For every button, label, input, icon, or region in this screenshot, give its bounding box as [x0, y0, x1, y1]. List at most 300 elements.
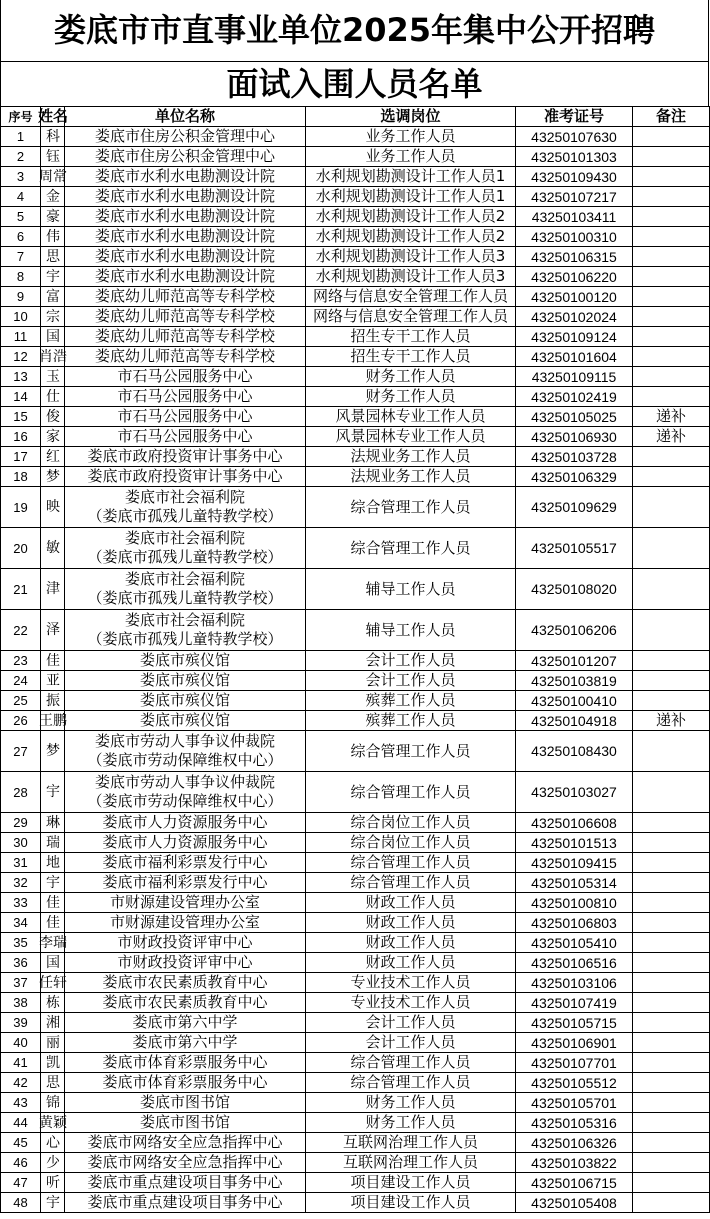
- table-row: [1, 327, 710, 347]
- candidate-name-text: 豪: [46, 208, 60, 225]
- remark: [633, 187, 710, 207]
- position-name: 综合管理工作人员: [306, 1073, 516, 1093]
- candidate-name-text: 地: [46, 854, 60, 871]
- document-title-line2: 面试入围人员名单: [0, 62, 709, 106]
- unit-name-line: 娄底市社会福利院: [124, 611, 245, 629]
- position-name: 项目建设工作人员: [306, 1193, 516, 1213]
- unit-name: [65, 772, 306, 813]
- exam-id: 43250109629: [516, 487, 633, 528]
- table-row: [1, 407, 710, 427]
- table-row: [1, 487, 710, 528]
- position-name: 财务工作人员: [306, 367, 516, 387]
- remark: [633, 691, 710, 711]
- position-name: 财政工作人员: [306, 913, 516, 933]
- row-number: 39: [1, 1013, 41, 1033]
- exam-id: 43250101604: [516, 347, 633, 367]
- remark: [633, 207, 710, 227]
- unit-name: 市财政投资评审中心: [65, 933, 306, 953]
- row-number: 36: [1, 953, 41, 973]
- table-row: [1, 1193, 710, 1213]
- candidate-name: [41, 327, 65, 347]
- unit-name: 娄底市政府投资审计事务中心: [65, 467, 306, 487]
- table-row: [1, 671, 710, 691]
- exam-id: 43250105316: [516, 1113, 633, 1133]
- table-row: [1, 387, 710, 407]
- exam-id: 43250106930: [516, 427, 633, 447]
- candidate-name-text: 敏: [46, 540, 60, 556]
- unit-name: [65, 731, 306, 772]
- unit-name: 娄底市体育彩票服务中心: [65, 1073, 306, 1093]
- remark: [633, 347, 710, 367]
- candidate-name: [41, 893, 65, 913]
- position-name: 专业技术工作人员: [306, 973, 516, 993]
- candidate-name: [41, 427, 65, 447]
- unit-name: 娄底市人力资源服务中心: [65, 813, 306, 833]
- candidate-name: [41, 447, 65, 467]
- remark: [633, 467, 710, 487]
- position-name: 会计工作人员: [306, 1013, 516, 1033]
- table-row: [1, 933, 710, 953]
- unit-name-line: （娄底市劳动保障维权中心）: [87, 792, 283, 810]
- unit-name: [65, 569, 306, 610]
- position-name: 综合岗位工作人员: [306, 813, 516, 833]
- exam-id: 43250109124: [516, 327, 633, 347]
- unit-name: 市石马公园服务中心: [65, 427, 306, 447]
- table-row: [1, 427, 710, 447]
- row-number: 19: [1, 487, 41, 528]
- candidate-name: [41, 1073, 65, 1093]
- remark: [633, 487, 710, 528]
- position-name: 水利规划勘测设计工作人员2: [306, 227, 516, 247]
- unit-name-line: （娄底市孤残儿童特教学校）: [87, 548, 283, 566]
- candidate-name-text: 少: [46, 1154, 60, 1171]
- position-name: 财务工作人员: [306, 387, 516, 407]
- unit-name: 娄底市图书馆: [65, 1093, 306, 1113]
- candidate-name: [41, 307, 65, 327]
- table-row: [1, 913, 710, 933]
- candidate-name-text: 家: [46, 428, 60, 445]
- unit-name: 娄底市图书馆: [65, 1113, 306, 1133]
- header-name-text: 姓名: [37, 107, 68, 125]
- remark: [633, 569, 710, 610]
- position-name: 会计工作人员: [306, 671, 516, 691]
- candidate-name: [41, 1053, 65, 1073]
- header-remark: 备注: [633, 107, 710, 127]
- unit-name-line: 娄底市社会福利院: [124, 570, 245, 588]
- candidate-name: [41, 1193, 65, 1213]
- remark: [633, 973, 710, 993]
- row-number: 48: [1, 1193, 41, 1213]
- row-number: 35: [1, 933, 41, 953]
- candidate-name: [41, 1173, 65, 1193]
- table-row: [1, 267, 710, 287]
- row-number: 37: [1, 973, 41, 993]
- unit-name: 市石马公园服务中心: [65, 387, 306, 407]
- remark: [633, 447, 710, 467]
- candidate-name: [41, 147, 65, 167]
- remark: [633, 671, 710, 691]
- table-row: [1, 1073, 710, 1093]
- table-row: [1, 367, 710, 387]
- unit-name: 娄底市政府投资审计事务中心: [65, 447, 306, 467]
- candidate-name-text: 李瑞: [39, 934, 67, 951]
- unit-name-line: 娄底市劳动人事争议仲裁院: [94, 773, 275, 791]
- exam-id: 43250105410: [516, 933, 633, 953]
- candidate-name: [41, 1093, 65, 1113]
- remark: [633, 853, 710, 873]
- row-number: 17: [1, 447, 41, 467]
- position-name: 互联网治理工作人员: [306, 1153, 516, 1173]
- position-name: 业务工作人员: [306, 127, 516, 147]
- remark: [633, 287, 710, 307]
- row-number: 32: [1, 873, 41, 893]
- table-header: [1, 107, 710, 127]
- unit-name: 娄底市福利彩票发行中心: [65, 853, 306, 873]
- exam-id: 43250106220: [516, 267, 633, 287]
- unit-name: [65, 610, 306, 651]
- row-number: 26: [1, 711, 41, 731]
- candidate-name: [41, 467, 65, 487]
- remark: [633, 1113, 710, 1133]
- candidate-name-text: 湘: [46, 1014, 60, 1031]
- candidate-name-text: 宇: [46, 784, 60, 800]
- remark: [633, 1173, 710, 1193]
- exam-id: 43250109415: [516, 853, 633, 873]
- exam-id: 43250108430: [516, 731, 633, 772]
- remark: [633, 610, 710, 651]
- exam-id: 43250106715: [516, 1173, 633, 1193]
- remark: [633, 813, 710, 833]
- candidate-name-text: 黄颖: [39, 1114, 67, 1131]
- table-row: [1, 247, 710, 267]
- candidate-name: [41, 247, 65, 267]
- candidate-name: [41, 1153, 65, 1173]
- candidate-name-text: 富: [46, 288, 60, 305]
- candidate-name: [41, 973, 65, 993]
- candidate-name-text: 瑞: [46, 834, 60, 851]
- unit-name: 市石马公园服务中心: [65, 407, 306, 427]
- row-number: 30: [1, 833, 41, 853]
- table-row: [1, 873, 710, 893]
- exam-id: 43250103819: [516, 671, 633, 691]
- candidate-name-text: 宗: [46, 308, 60, 325]
- header-exam-id: 准考证号: [516, 107, 633, 127]
- header-name: [37, 107, 68, 127]
- candidate-name-text: 王鹏: [39, 712, 67, 729]
- candidate-name-text: 任轩: [39, 974, 67, 991]
- unit-name: 娄底幼儿师范高等专科学校: [65, 347, 306, 367]
- candidate-name: [41, 813, 65, 833]
- unit-name: 市财源建设管理办公室: [65, 913, 306, 933]
- table-row: [1, 147, 710, 167]
- table-row: [1, 1033, 710, 1053]
- exam-id: 43250106516: [516, 953, 633, 973]
- unit-name: 娄底市网络安全应急指挥中心: [65, 1133, 306, 1153]
- table-row: [1, 1113, 710, 1133]
- unit-name: 娄底幼儿师范高等专科学校: [65, 307, 306, 327]
- candidate-name: [41, 853, 65, 873]
- candidate-name-text: 肖浩: [39, 348, 67, 365]
- candidate-name-text: 栋: [46, 994, 60, 1011]
- position-name: 殡葬工作人员: [306, 711, 516, 731]
- remark: [633, 993, 710, 1013]
- unit-name: 娄底市水利水电勘测设计院: [65, 247, 306, 267]
- row-number: 33: [1, 893, 41, 913]
- table-row: [1, 651, 710, 671]
- table-row: [1, 207, 710, 227]
- remark: 递补: [633, 711, 710, 731]
- row-number: 47: [1, 1173, 41, 1193]
- remark: [633, 1073, 710, 1093]
- position-name: 水利规划勘测设计工作人员3: [306, 247, 516, 267]
- exam-id: 43250102419: [516, 387, 633, 407]
- exam-id: 43250105517: [516, 528, 633, 569]
- candidate-name-text: 俊: [46, 408, 60, 425]
- row-number: 31: [1, 853, 41, 873]
- unit-name-line: 娄底市社会福利院: [124, 488, 245, 506]
- unit-name-line: （娄底市孤残儿童特教学校）: [87, 589, 283, 607]
- row-number: 4: [1, 187, 41, 207]
- exam-id: 43250106206: [516, 610, 633, 651]
- candidate-name-text: 津: [46, 581, 60, 597]
- position-name: 网络与信息安全管理工作人员: [306, 287, 516, 307]
- table-row: [1, 528, 710, 569]
- candidate-name: [41, 913, 65, 933]
- candidate-name-text: 琳: [46, 814, 60, 831]
- remark: [633, 267, 710, 287]
- candidate-name: [41, 187, 65, 207]
- row-number: 27: [1, 731, 41, 772]
- remark: [633, 833, 710, 853]
- row-number: 16: [1, 427, 41, 447]
- table-row: [1, 893, 710, 913]
- table-row: [1, 1093, 710, 1113]
- row-number: 10: [1, 307, 41, 327]
- candidate-name: [41, 227, 65, 247]
- unit-name-line: （娄底市孤残儿童特教学校）: [87, 507, 283, 525]
- position-name: 辅导工作人员: [306, 610, 516, 651]
- exam-id: 43250104918: [516, 711, 633, 731]
- candidate-name-text: 梦: [46, 743, 60, 759]
- remark: [633, 933, 710, 953]
- position-name: 财政工作人员: [306, 953, 516, 973]
- table-row: [1, 731, 710, 772]
- table-row: [1, 711, 710, 731]
- candidate-name-text: 思: [46, 1074, 60, 1091]
- exam-id: 43250103411: [516, 207, 633, 227]
- exam-id: 43250100310: [516, 227, 633, 247]
- position-name: 殡葬工作人员: [306, 691, 516, 711]
- candidate-name-text: 佳: [46, 652, 60, 669]
- remark: [633, 953, 710, 973]
- unit-name: [65, 487, 306, 528]
- candidate-name: [41, 772, 65, 813]
- row-number: 9: [1, 287, 41, 307]
- candidate-name: [41, 167, 65, 187]
- unit-name: 娄底幼儿师范高等专科学校: [65, 287, 306, 307]
- exam-id: 43250106803: [516, 913, 633, 933]
- table-row: [1, 610, 710, 651]
- table-row: [1, 1133, 710, 1153]
- candidate-name: [41, 610, 65, 651]
- candidate-name: [41, 933, 65, 953]
- remark: [633, 167, 710, 187]
- unit-name-line: （娄底市孤残儿童特教学校）: [87, 630, 283, 648]
- position-name: 综合管理工作人员: [306, 772, 516, 813]
- exam-id: 43250102024: [516, 307, 633, 327]
- unit-name: 娄底市水利水电勘测设计院: [65, 207, 306, 227]
- table-row: [1, 1013, 710, 1033]
- exam-id: 43250108020: [516, 569, 633, 610]
- unit-name: 娄底市人力资源服务中心: [65, 833, 306, 853]
- candidate-name-text: 梦: [46, 468, 60, 485]
- position-name: 综合管理工作人员: [306, 1053, 516, 1073]
- candidate-name-text: 金: [46, 188, 60, 205]
- position-name: 风景园林专业工作人员: [306, 427, 516, 447]
- unit-name: 娄底幼儿师范高等专科学校: [65, 327, 306, 347]
- position-name: 会计工作人员: [306, 651, 516, 671]
- unit-name: 娄底市殡仪馆: [65, 691, 306, 711]
- candidate-name: [41, 953, 65, 973]
- document-title-line1: 娄底市市直事业单位2025年集中公开招聘: [0, 0, 709, 62]
- position-name: 水利规划勘测设计工作人员2: [306, 207, 516, 227]
- table-body: [1, 127, 710, 1213]
- table-row: [1, 691, 710, 711]
- remark: [633, 731, 710, 772]
- position-name: 综合岗位工作人员: [306, 833, 516, 853]
- exam-id: 43250106326: [516, 1133, 633, 1153]
- remark: 递补: [633, 427, 710, 447]
- exam-id: 43250109115: [516, 367, 633, 387]
- unit-name: 娄底市重点建设项目事务中心: [65, 1173, 306, 1193]
- position-name: 财政工作人员: [306, 893, 516, 913]
- candidate-name-text: 国: [46, 954, 60, 971]
- position-name: 互联网治理工作人员: [306, 1133, 516, 1153]
- position-name: 综合管理工作人员: [306, 528, 516, 569]
- remark: [633, 247, 710, 267]
- exam-id: 43250100810: [516, 893, 633, 913]
- table-row: [1, 853, 710, 873]
- unit-name: 市石马公园服务中心: [65, 367, 306, 387]
- position-name: 财务工作人员: [306, 1113, 516, 1133]
- remark: [633, 127, 710, 147]
- remark: [633, 772, 710, 813]
- candidate-name: [41, 287, 65, 307]
- position-name: 辅导工作人员: [306, 569, 516, 610]
- exam-id: 43250105408: [516, 1193, 633, 1213]
- candidate-name: [41, 387, 65, 407]
- unit-name: 娄底市殡仪馆: [65, 651, 306, 671]
- candidate-name: [41, 487, 65, 528]
- row-number: 22: [1, 610, 41, 651]
- row-number: 46: [1, 1153, 41, 1173]
- table-row: [1, 447, 710, 467]
- table-row: [1, 187, 710, 207]
- unit-name: 娄底市农民素质教育中心: [65, 993, 306, 1013]
- position-name: 网络与信息安全管理工作人员: [306, 307, 516, 327]
- row-number: 11: [1, 327, 41, 347]
- exam-id: 43250105314: [516, 873, 633, 893]
- exam-id: 43250100120: [516, 287, 633, 307]
- candidate-name-text: 国: [46, 328, 60, 345]
- unit-name: 娄底市水利水电勘测设计院: [65, 187, 306, 207]
- table-row: [1, 1153, 710, 1173]
- exam-id: 43250106315: [516, 247, 633, 267]
- unit-name-line: 娄底市劳动人事争议仲裁院: [94, 732, 275, 750]
- unit-name: 娄底市水利水电勘测设计院: [65, 267, 306, 287]
- table-row: [1, 467, 710, 487]
- unit-name: 市财政投资评审中心: [65, 953, 306, 973]
- candidate-name-text: 红: [46, 448, 60, 465]
- candidate-name-text: 伟: [46, 228, 60, 245]
- candidate-name: [41, 731, 65, 772]
- row-number: 40: [1, 1033, 41, 1053]
- unit-name: 市财源建设管理办公室: [65, 893, 306, 913]
- candidate-name: [41, 833, 65, 853]
- position-name: 专业技术工作人员: [306, 993, 516, 1013]
- row-number: 38: [1, 993, 41, 1013]
- candidate-name-text: 映: [46, 499, 60, 515]
- row-number: 21: [1, 569, 41, 610]
- exam-id: 43250103106: [516, 973, 633, 993]
- candidate-name-text: 玉: [46, 368, 60, 385]
- unit-name: 娄底市体育彩票服务中心: [65, 1053, 306, 1073]
- candidate-name-text: 仕: [46, 388, 60, 405]
- row-number: 45: [1, 1133, 41, 1153]
- candidate-name-text: 凯: [46, 1054, 60, 1071]
- candidate-name: [41, 347, 65, 367]
- candidate-name-text: 佳: [46, 914, 60, 931]
- position-name: 财政工作人员: [306, 933, 516, 953]
- table-row: [1, 287, 710, 307]
- row-number: 1: [1, 127, 41, 147]
- unit-name: 娄底市第六中学: [65, 1013, 306, 1033]
- unit-name: 娄底市第六中学: [65, 1033, 306, 1053]
- row-number: 44: [1, 1113, 41, 1133]
- row-number: 6: [1, 227, 41, 247]
- remark: [633, 1033, 710, 1053]
- row-number: 13: [1, 367, 41, 387]
- unit-name: [65, 528, 306, 569]
- table-row: [1, 347, 710, 367]
- candidate-name-text: 科: [46, 128, 60, 145]
- position-name: 水利规划勘测设计工作人员1: [306, 167, 516, 187]
- table-row: [1, 1173, 710, 1193]
- candidate-name-text: 宇: [46, 1194, 60, 1211]
- remark: [633, 893, 710, 913]
- candidate-name: [41, 569, 65, 610]
- candidate-name-text: 心: [46, 1134, 60, 1151]
- row-number: 43: [1, 1093, 41, 1113]
- position-name: 业务工作人员: [306, 147, 516, 167]
- row-number: 14: [1, 387, 41, 407]
- remark: [633, 227, 710, 247]
- row-number: 41: [1, 1053, 41, 1073]
- table-row: [1, 993, 710, 1013]
- position-name: 综合管理工作人员: [306, 873, 516, 893]
- candidate-name: [41, 127, 65, 147]
- row-number: 7: [1, 247, 41, 267]
- candidate-table: [0, 106, 710, 1213]
- position-name: 财务工作人员: [306, 1093, 516, 1113]
- candidate-name-text: 宇: [46, 268, 60, 285]
- remark: [633, 1013, 710, 1033]
- exam-id: 43250105025: [516, 407, 633, 427]
- candidate-name: [41, 267, 65, 287]
- candidate-name: [41, 651, 65, 671]
- candidate-name-text: 宇: [46, 874, 60, 891]
- candidate-name-text: 钰: [46, 148, 60, 165]
